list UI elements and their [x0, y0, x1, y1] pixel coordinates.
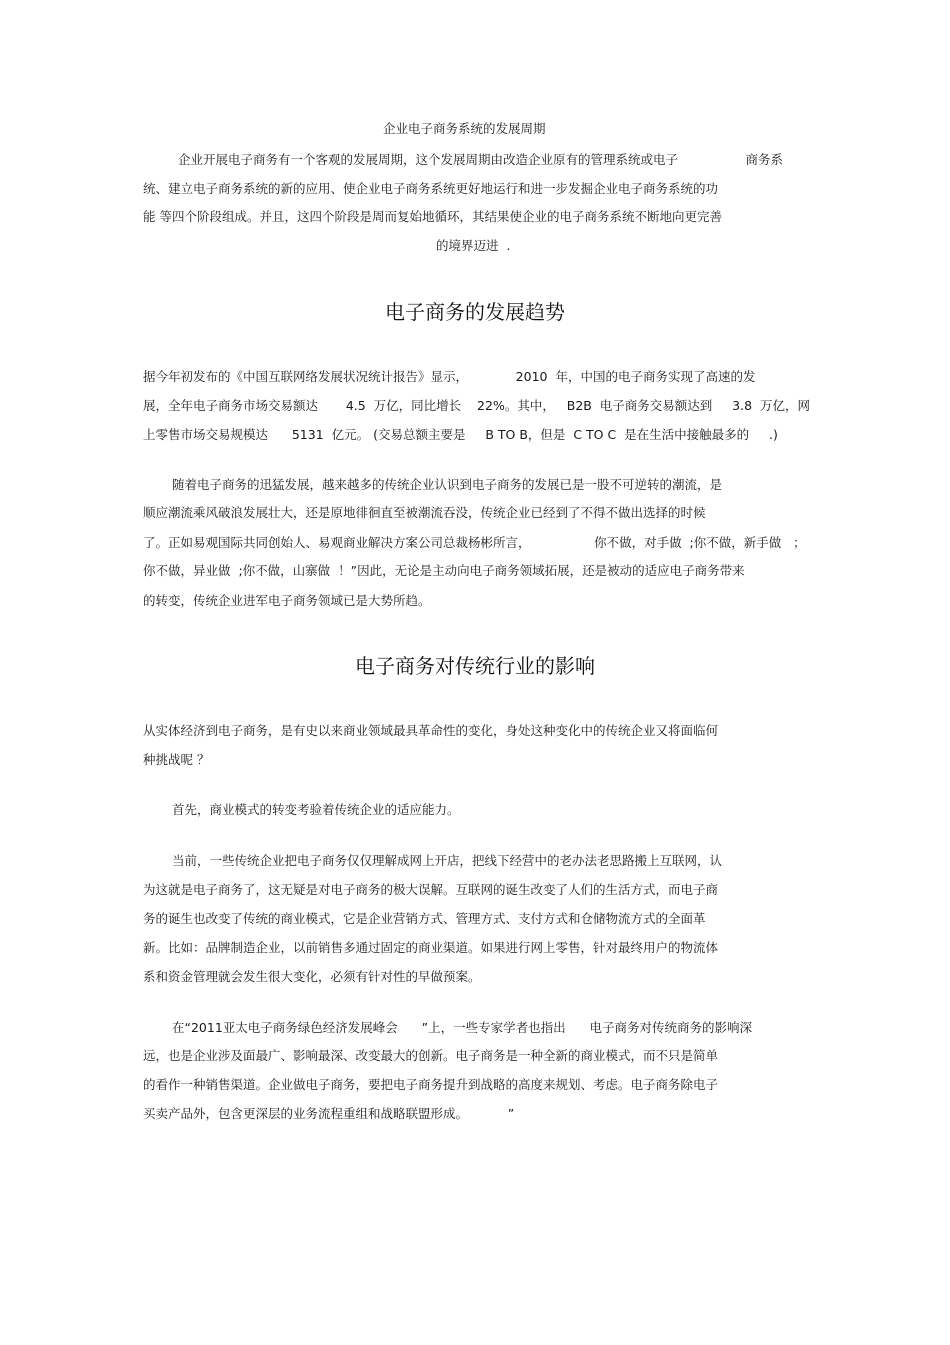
section2-para4-line-3: 的看作一种销售渠道。企业做电子商务，要把电子商务提升到战略的高度来规划、考虑。电子商务除电子 — [143, 1077, 719, 1092]
intro-title: 企业电子商务系统的发展周期 — [383, 121, 546, 136]
section2-para4-line-4: 买卖产品外，包含更深层的业务流程重组和战略联盟形成。 ” — [143, 1106, 515, 1121]
section1-para1-line-1: 据今年初发布的《中国互联网络发展状况统计报告》显示， 2010 年，中国的电子商务实现了高速的发 — [143, 369, 756, 384]
intro-line-4: 的境界迈进 . — [436, 238, 511, 253]
intro-line-1: 企业开展电子商务有一个客观的发展周期，这个发展周期由改造企业原有的管理系统或电子 商务系 — [178, 152, 784, 167]
section1-heading: 电子商务的发展趋势 — [385, 300, 565, 324]
section2-para3-line-2: 为这就是电子商务了，这无疑是对电子商务的极大误解。互联网的诞生改变了人们的生活方式，而电子商 — [143, 882, 719, 897]
section2-para4-line-2: 远，也是企业涉及面最广、影响最深、改变最大的创新。电子商务是一种全新的商业模式，而不只是简单 — [143, 1048, 719, 1063]
section2-para3-line-1: 当前，一些传统企业把电子商务仅仅理解成网上开店，把线下经营中的老办法老思路搬上互联网，认 — [172, 853, 723, 868]
section1-para1-line-3: 上零售市场交易规模达 5131 亿元。 (交易总额主要是 B TO B，但是 C TO C 是在生活中接触最多的 .) — [143, 427, 778, 442]
section2-para2-line-1: 首先，商业模式的转变考验着传统企业的适应能力。 — [172, 802, 460, 817]
intro-line-2: 统、建立电子商务系统的新的应用、使企业电子商务系统更好地运行和进一步发掘企业电子商务系统的功 — [143, 181, 719, 196]
intro-line-3: 能 等四个阶段组成。并且，这四个阶段是周而复始地循环，其结果使企业的电子商务系统不断地向更完善 — [143, 209, 722, 224]
section1-para2-line-3: 了。正如易观国际共同创始人、易观商业解决方案公司总裁杨彬所言， 你不做，对手做 ;你不做，新手做 ； — [143, 535, 806, 550]
section2-para3-line-3: 务的诞生也改变了传统的商业模式，它是企业营销方式、管理方式、支付方式和仓储物流方式的全面革 — [143, 911, 706, 926]
section1-para1-line-2: 展，全年电子商务市场交易额达 4.5 万亿，同比增长 22%。其中， B2B 电子商务交易额达到 3.8 万亿，网 — [143, 398, 810, 413]
section2-heading: 电子商务对传统行业的影响 — [355, 654, 595, 678]
section2-para3-line-5: 系和资金管理就会发生很大变化，必须有针对性的早做预案。 — [143, 969, 481, 984]
section1-para2-line-5: 的转变，传统企业进军电子商务领域已是大势所趋。 — [143, 593, 431, 608]
section2-para4-line-1: 在“2011亚太电子商务绿色经济发展峰会 ”上，一些专家学者也指出 电子商务对传统商务的影响深 — [172, 1020, 752, 1035]
section2-para1-line-2: 种挑战呢 ？ — [143, 752, 210, 767]
section2-para1-line-1: 从实体经济到电子商务，是有史以来商业领域最具革命性的变化，身处这种变化中的传统企业又将面临何 — [143, 723, 719, 738]
section1-para2-line-1: 随着电子商务的迅猛发展，越来越多的传统企业认识到电子商务的发展已是一股不可逆转的潮流，是 — [172, 477, 723, 492]
section1-para2-line-2: 顺应潮流乘风破浪发展壮大，还是原地徘徊直至被潮流吞没，传统企业已经到了不得不做出选择的时候 — [143, 505, 706, 520]
section1-para2-line-4: 你不做，异业做 ;你不做，山寨做 ！”因此，无论是主动向电子商务领域拓展，还是被动的适应电子商务带来 — [143, 563, 745, 578]
section2-para3-line-4: 新。比如：品牌制造企业，以前销售多通过固定的商业渠道。如果进行网上零售，针对最终用户的物流体 — [143, 940, 719, 955]
